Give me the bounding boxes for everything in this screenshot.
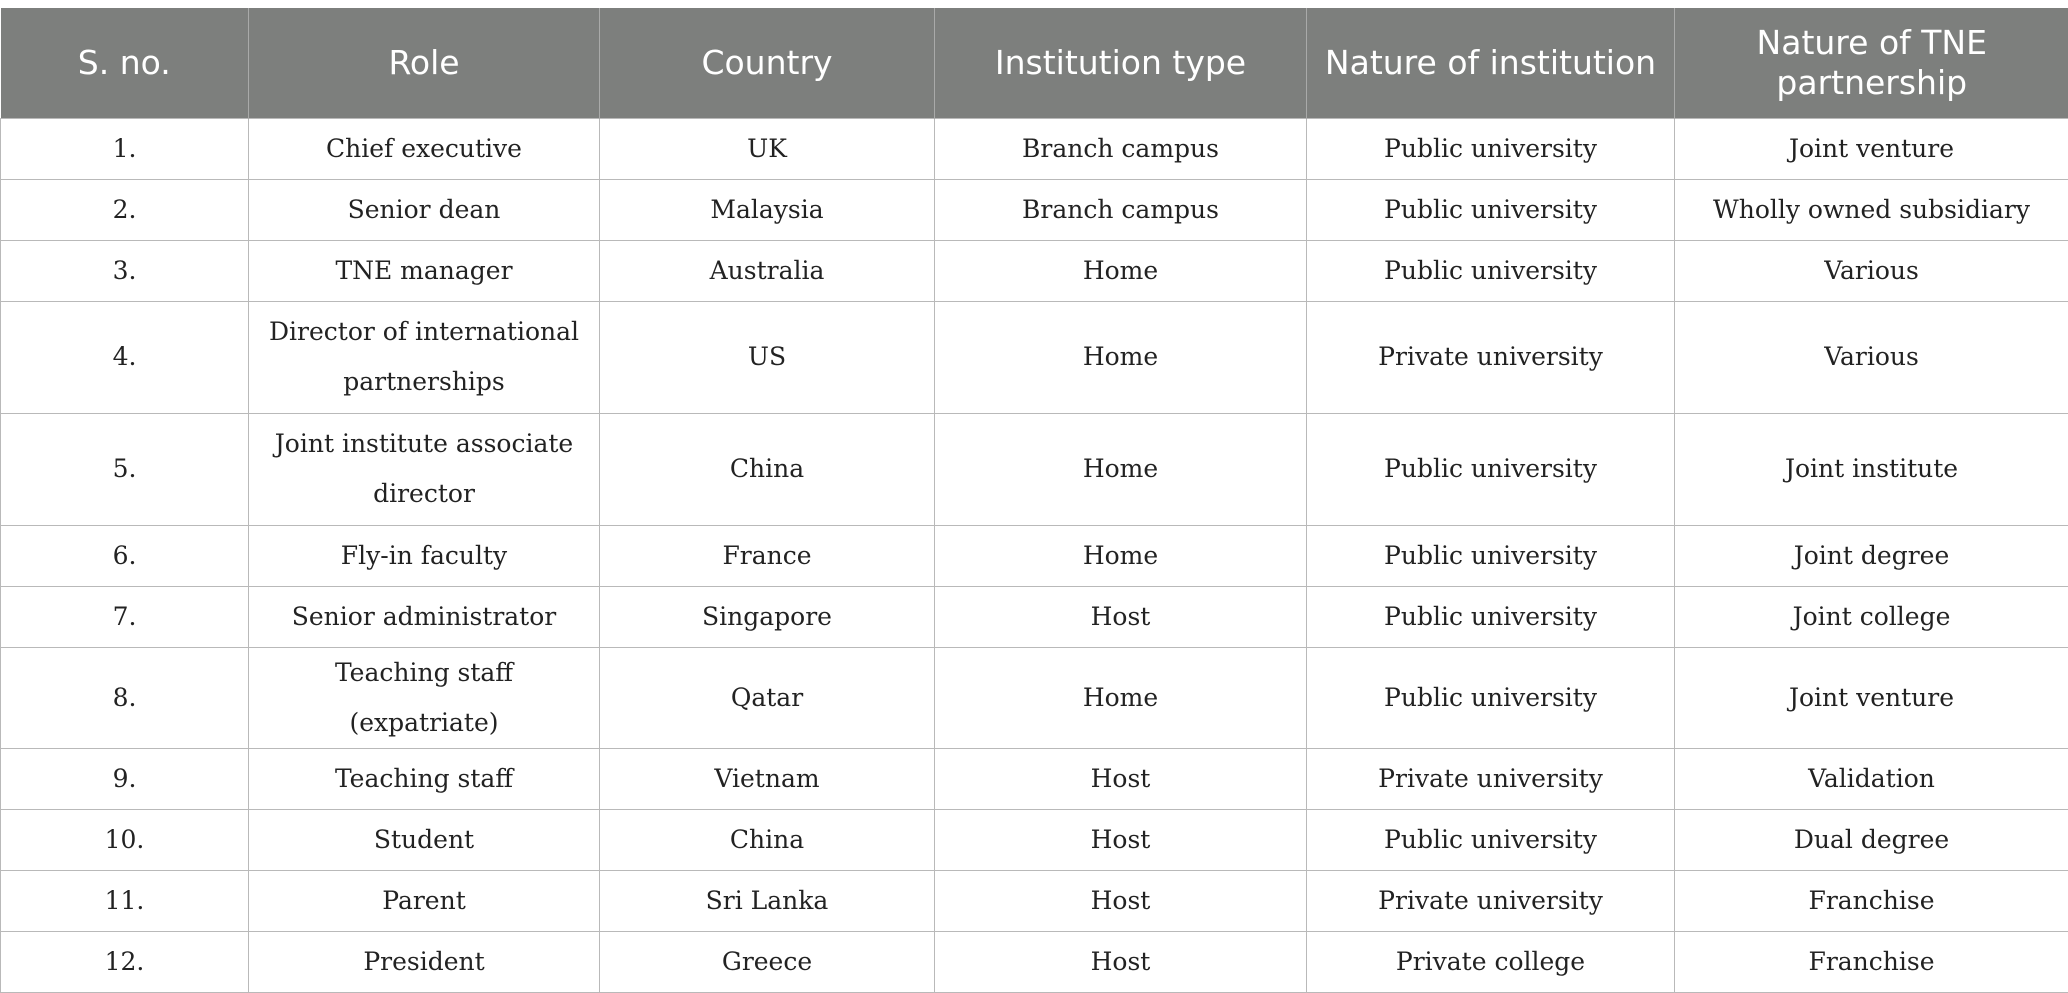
- cell-institution-type: Host: [935, 870, 1307, 931]
- cell-country: China: [600, 809, 935, 870]
- cell-nature-of-tne-partnership: Joint degree: [1675, 525, 2068, 586]
- cell-role: Teaching staff (expatriate): [249, 647, 600, 748]
- table-row: [1, 413, 2068, 525]
- cell-nature-of-tne-partnership: Franchise: [1675, 870, 2068, 931]
- cell-role: TNE manager: [249, 240, 600, 301]
- header-nature-of-tne-partnership: Nature of TNE partnership: [1675, 8, 2068, 118]
- cell-nature-of-tne-partnership: Joint venture: [1675, 118, 2068, 179]
- cell-institution-type: Home: [935, 301, 1307, 413]
- cell-country: Singapore: [600, 586, 935, 647]
- cell-nature-of-institution: Private college: [1307, 931, 1675, 992]
- cell-nature-of-institution: Public university: [1307, 240, 1675, 301]
- cell-country: Malaysia: [600, 179, 935, 240]
- cell-institution-type: Branch campus: [935, 118, 1307, 179]
- header-row: [1, 8, 2068, 118]
- cell-country: Australia: [600, 240, 935, 301]
- participants-table: [0, 8, 2068, 993]
- cell-role: Senior administrator: [249, 586, 600, 647]
- table-row: [1, 809, 2068, 870]
- header-serial-number: S. no.: [1, 8, 249, 118]
- cell-country: Vietnam: [600, 748, 935, 809]
- cell-nature-of-institution: Public university: [1307, 525, 1675, 586]
- cell-role: Senior dean: [249, 179, 600, 240]
- table-row: [1, 931, 2068, 992]
- cell-nature-of-tne-partnership: Various: [1675, 301, 2068, 413]
- cell-institution-type: Home: [935, 413, 1307, 525]
- cell-role: Director of international partnerships: [249, 301, 600, 413]
- header-institution-type: Institution type: [935, 8, 1307, 118]
- cell-institution-type: Host: [935, 586, 1307, 647]
- cell-serial-number: 10.: [1, 809, 249, 870]
- cell-role: Teaching staff: [249, 748, 600, 809]
- table-row: [1, 586, 2068, 647]
- table-row: [1, 240, 2068, 301]
- header-country: Country: [600, 8, 935, 118]
- cell-institution-type: Host: [935, 809, 1307, 870]
- cell-institution-type: Host: [935, 748, 1307, 809]
- table-row: [1, 647, 2068, 748]
- cell-nature-of-tne-partnership: Wholly owned subsidiary: [1675, 179, 2068, 240]
- cell-institution-type: Home: [935, 647, 1307, 748]
- cell-nature-of-tne-partnership: Various: [1675, 240, 2068, 301]
- cell-serial-number: 11.: [1, 870, 249, 931]
- cell-nature-of-institution: Private university: [1307, 748, 1675, 809]
- cell-nature-of-tne-partnership: Franchise: [1675, 931, 2068, 992]
- table-row: [1, 525, 2068, 586]
- cell-country: France: [600, 525, 935, 586]
- cell-role: Fly-in faculty: [249, 525, 600, 586]
- cell-nature-of-institution: Private university: [1307, 870, 1675, 931]
- cell-country: US: [600, 301, 935, 413]
- cell-serial-number: 4.: [1, 301, 249, 413]
- cell-role: President: [249, 931, 600, 992]
- cell-serial-number: 12.: [1, 931, 249, 992]
- cell-role: Parent: [249, 870, 600, 931]
- cell-nature-of-institution: Public university: [1307, 809, 1675, 870]
- cell-nature-of-institution: Public university: [1307, 647, 1675, 748]
- cell-institution-type: Host: [935, 931, 1307, 992]
- cell-serial-number: 7.: [1, 586, 249, 647]
- cell-country: UK: [600, 118, 935, 179]
- cell-role: Joint institute associate director: [249, 413, 600, 525]
- cell-country: Greece: [600, 931, 935, 992]
- table-body: [1, 118, 2068, 992]
- header-role: Role: [249, 8, 600, 118]
- cell-serial-number: 6.: [1, 525, 249, 586]
- cell-country: Sri Lanka: [600, 870, 935, 931]
- table-row: [1, 118, 2068, 179]
- cell-serial-number: 1.: [1, 118, 249, 179]
- table-row: [1, 179, 2068, 240]
- cell-institution-type: Branch campus: [935, 179, 1307, 240]
- cell-country: Qatar: [600, 647, 935, 748]
- table-row: [1, 748, 2068, 809]
- cell-nature-of-institution: Public university: [1307, 586, 1675, 647]
- table-row: [1, 301, 2068, 413]
- table-header: [1, 8, 2068, 118]
- cell-serial-number: 9.: [1, 748, 249, 809]
- cell-nature-of-institution: Private university: [1307, 301, 1675, 413]
- cell-nature-of-tne-partnership: Joint institute: [1675, 413, 2068, 525]
- cell-institution-type: Home: [935, 525, 1307, 586]
- cell-serial-number: 8.: [1, 647, 249, 748]
- cell-nature-of-institution: Public university: [1307, 413, 1675, 525]
- cell-serial-number: 3.: [1, 240, 249, 301]
- table-row: [1, 870, 2068, 931]
- cell-nature-of-tne-partnership: Dual degree: [1675, 809, 2068, 870]
- cell-nature-of-institution: Public university: [1307, 179, 1675, 240]
- cell-nature-of-tne-partnership: Joint college: [1675, 586, 2068, 647]
- cell-nature-of-tne-partnership: Joint venture: [1675, 647, 2068, 748]
- cell-serial-number: 2.: [1, 179, 249, 240]
- cell-institution-type: Home: [935, 240, 1307, 301]
- cell-country: China: [600, 413, 935, 525]
- cell-serial-number: 5.: [1, 413, 249, 525]
- header-nature-of-institution: Nature of institution: [1307, 8, 1675, 118]
- cell-nature-of-institution: Public university: [1307, 118, 1675, 179]
- cell-nature-of-tne-partnership: Validation: [1675, 748, 2068, 809]
- cell-role: Chief executive: [249, 118, 600, 179]
- cell-role: Student: [249, 809, 600, 870]
